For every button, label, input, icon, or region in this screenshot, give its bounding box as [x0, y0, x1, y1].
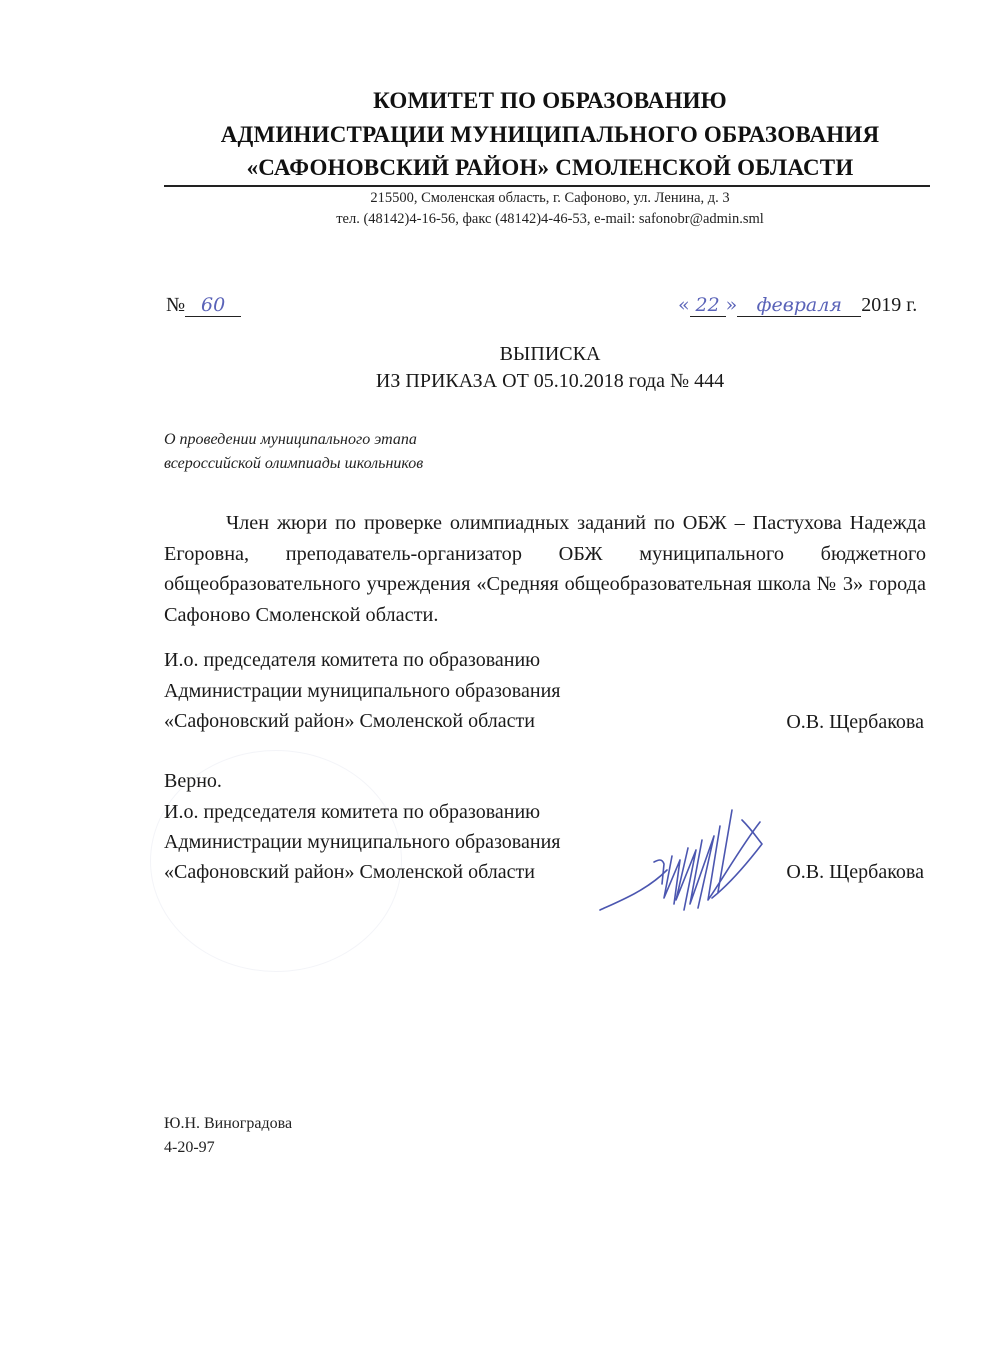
executor-phone: 4-20-97 — [164, 1139, 215, 1156]
handwritten-signature — [592, 800, 792, 920]
verified-label: Верно. — [164, 770, 222, 792]
signatory-title-2-line-1: И.о. председателя комитета по образованию — [164, 801, 541, 823]
date-day-handwritten: 22 — [690, 294, 726, 317]
body-paragraph: Член жюри по проверке олимпиадных заданий по ОБЖ – Пастухова Надежда Егоровна, преподаватель-организатор ОБЖ муниципального бюджетного общеобразовательного учреждения «Средняя общеобразовательная школа № 3» города Сафоново Смоленской области. — [164, 512, 926, 626]
signatory-title-2-line-2: Администрации муниципального образования — [164, 831, 561, 853]
date-open-quote: « — [678, 294, 690, 316]
org-name-line-1: КОМИТЕТ ПО ОБРАЗОВАНИЮ — [373, 88, 727, 113]
document-number — [166, 294, 241, 317]
signatory-title-2-line-3: «Сафоновский район» Смоленской области — [164, 861, 535, 883]
subject-line-2: всероссийской олимпиады школьников — [164, 455, 424, 472]
executor-name: Ю.Н. Виноградова — [164, 1115, 293, 1132]
document-date — [678, 294, 917, 317]
date-month-handwritten: февраля — [737, 294, 861, 317]
signatory-title-1-line-1: И.о. председателя комитета по образованию — [164, 649, 541, 671]
date-year: 2019 г. — [861, 294, 918, 316]
document-title: ВЫПИСКА — [499, 343, 601, 365]
number-handwritten: 60 — [185, 294, 241, 317]
org-name-line-2: АДМИНИСТРАЦИИ МУНИЦИПАЛЬНОГО ОБРАЗОВАНИЯ — [220, 122, 880, 147]
org-address: 215500, Смоленская область, г. Сафоново, ул. Ленина, д. 3 — [370, 190, 730, 206]
signatory-title-1-line-2: Администрации муниципального образования — [164, 680, 561, 702]
org-contacts: тел. (48142)4-16-56, факс (48142)4-46-53, e-mail: safonobr@admin.sml — [336, 211, 764, 227]
signatory-title-1-line-3: «Сафоновский район» Смоленской области — [164, 710, 535, 732]
signatory-name-1: О.В. Щербакова — [786, 711, 924, 733]
letterhead-divider — [164, 185, 930, 187]
signatory-name-2: О.В. Щербакова — [786, 861, 924, 883]
org-name-line-3: «САФОНОВСКИЙ РАЙОН» СМОЛЕНСКОЙ ОБЛАСТИ — [246, 155, 854, 180]
number-prefix: № — [166, 294, 186, 316]
date-close-quote: » — [725, 294, 738, 316]
document-subtitle: ИЗ ПРИКАЗА ОТ 05.10.2018 года № 444 — [375, 370, 725, 392]
subject-line-1: О проведении муниципального этапа — [164, 431, 417, 448]
